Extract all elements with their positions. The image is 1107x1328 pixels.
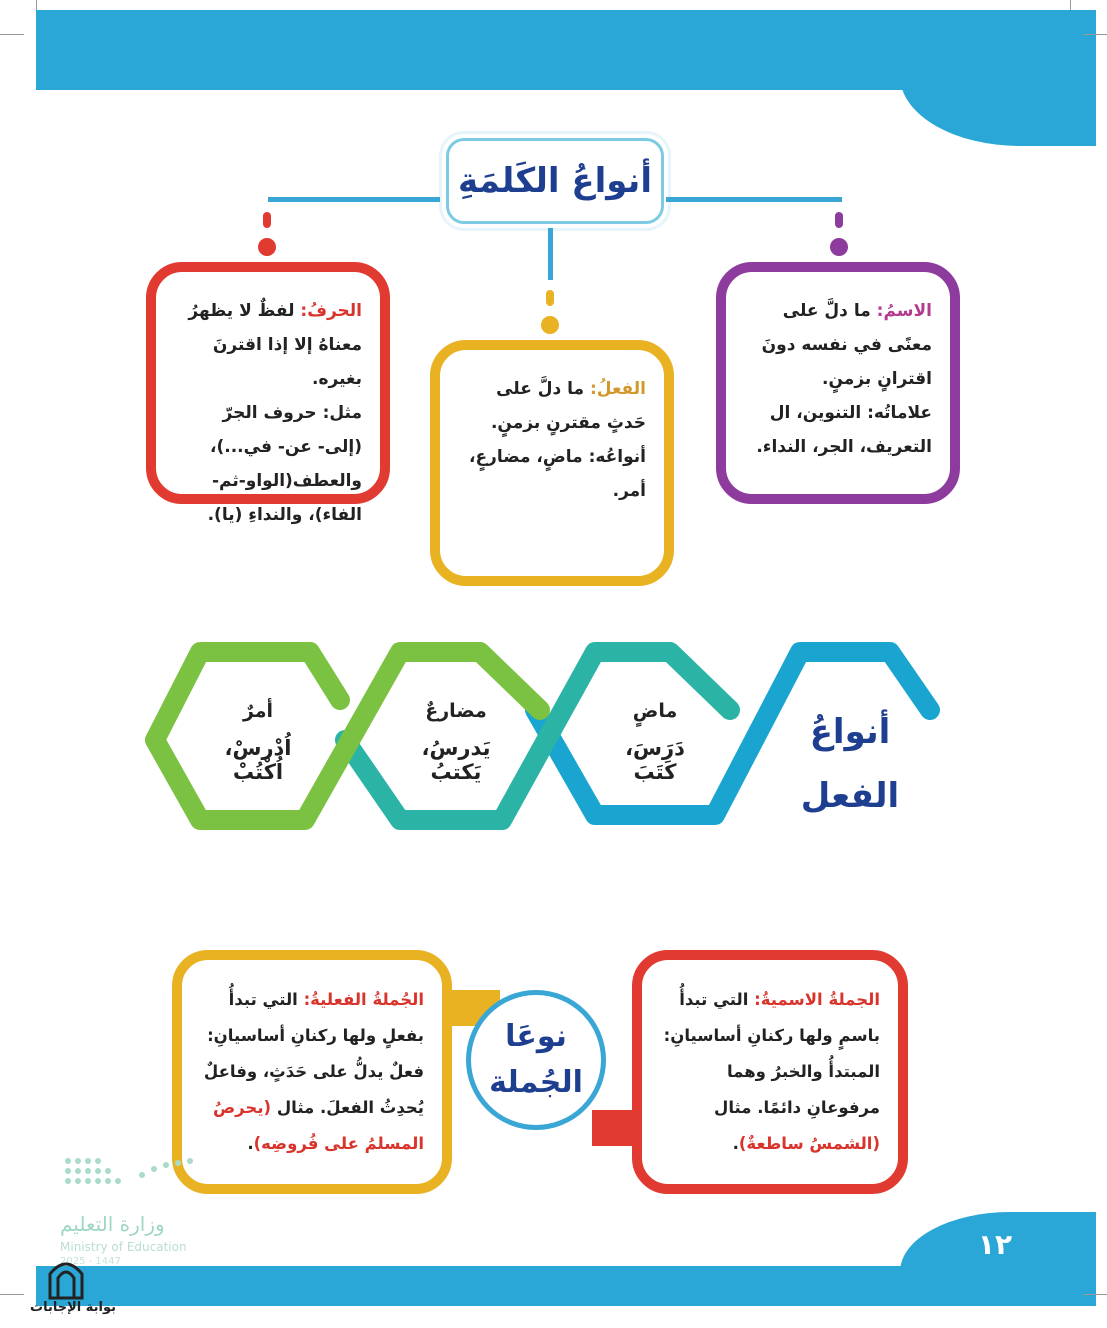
drop-marker [546,290,554,306]
verbal-definition: التي تبدأُ بفعلٍ ولها ركنانِ أساسيانِ: فعلٌ يدلُّ على حَدَثٍ، وفاعلٌ يُحدِثُ الفعلَ. مثال [203,990,424,1117]
sentence-types-title-line2: الجُملة [489,1065,583,1100]
nominal-term: الجملةُ الاسميةُ: [754,990,880,1009]
verb-types-title [800,700,900,828]
crop-mark [1083,1294,1107,1295]
verb-definition: ما دلَّ على حَدثٍ مقترنٍ بزمنٍ. [490,379,646,433]
crop-mark [1083,34,1107,35]
particle-example: مثل: حروف الجرّ (إلى- عن- في...)، والعطف(الواو-ثم-الفاء)، والنداءِ (يا). [207,403,362,525]
verbal-term: الجُملةُ الفعليةُ: [303,990,424,1009]
particle-definition: لفظٌ لا يظهرُ معناهُ إلا إذا اقترنَ بغيره. [188,301,362,389]
sentence-types-title [466,990,606,1130]
nominal-definition: التي تبدأُ باسمٍ ولها ركنانِ أساسيانِ: المبتدأُ والخبرُ وهما مرفوعانِ دائمًا. مثال [663,990,880,1117]
verb-term: الفعلُ: [589,379,646,399]
verbal-sentence-card [172,950,452,1194]
verb-types-title-line2: الفعل [800,776,900,816]
verbal-example: (يحرصُ المسلمُ على فُروضِه) [212,1098,424,1153]
verb-type-name: مضارعٌ [425,700,487,722]
top-banner-curve [900,10,1096,146]
page-number: ١٢ [977,1228,1013,1261]
verb-card [430,340,674,586]
drop-marker [263,212,271,228]
connector-line [548,228,553,280]
nominal-example: (الشمسُ ساطعةٌ) [738,1134,880,1153]
connector-line [268,197,440,202]
verb-type-example: اُدْرسْ، اُكْتُبْ [224,736,292,784]
crop-mark [36,0,37,10]
particle-card [146,262,390,525]
verb-type-name: ماضٍ [632,700,678,722]
answers-portal-label: بوابة الإجابات [30,1300,116,1315]
drop-marker [830,238,848,256]
verb-type-example: يَدرسُ، يَكتبُ [421,736,491,784]
drop-marker [835,212,843,228]
word-types-title: أنواعُ الكَلمَةِ [446,138,664,224]
crop-mark [0,34,24,35]
crop-mark [1070,0,1071,10]
ministry-logo-icon [62,1155,202,1195]
verbal-end: . [247,1134,254,1153]
nominal-end: . [732,1134,739,1153]
ministry-name-en: Ministry of Education [60,1240,187,1254]
verb-kinds: أنواعُه: ماضٍ، مضارعٍ، أمر. [468,447,646,501]
verb-types-title-line1: أنواعُ [809,712,891,752]
drop-marker [541,316,559,334]
noun-signs: علاماتُه: التنوين، ال التعريف، الجر، النداء. [756,403,932,457]
noun-card [716,262,960,504]
sentence-types-title-line1: نوعَا [505,1019,567,1054]
ministry-year: 2025 - 1447 [60,1256,121,1267]
noun-term: الاسمُ: [876,301,932,321]
answers-portal-logo-icon [44,1256,88,1300]
verb-type-name: أمرٌ [242,700,274,722]
connector-line [666,197,842,202]
ministry-name-ar: وزارة التعليم [60,1212,165,1236]
noun-definition: ما دلَّ على معنًى في نفسه دونَ اقترانٍ بزمنٍ. [761,301,932,389]
verb-type-example: دَرَسَ، كَتَبَ [625,736,685,784]
verb-type-past [600,700,710,784]
crop-mark [0,1294,24,1295]
particle-term: الحرفُ: [300,301,362,321]
nominal-sentence-card [632,950,908,1194]
drop-marker [258,238,276,256]
verb-type-present [394,700,518,784]
verb-type-imperative [196,700,320,784]
